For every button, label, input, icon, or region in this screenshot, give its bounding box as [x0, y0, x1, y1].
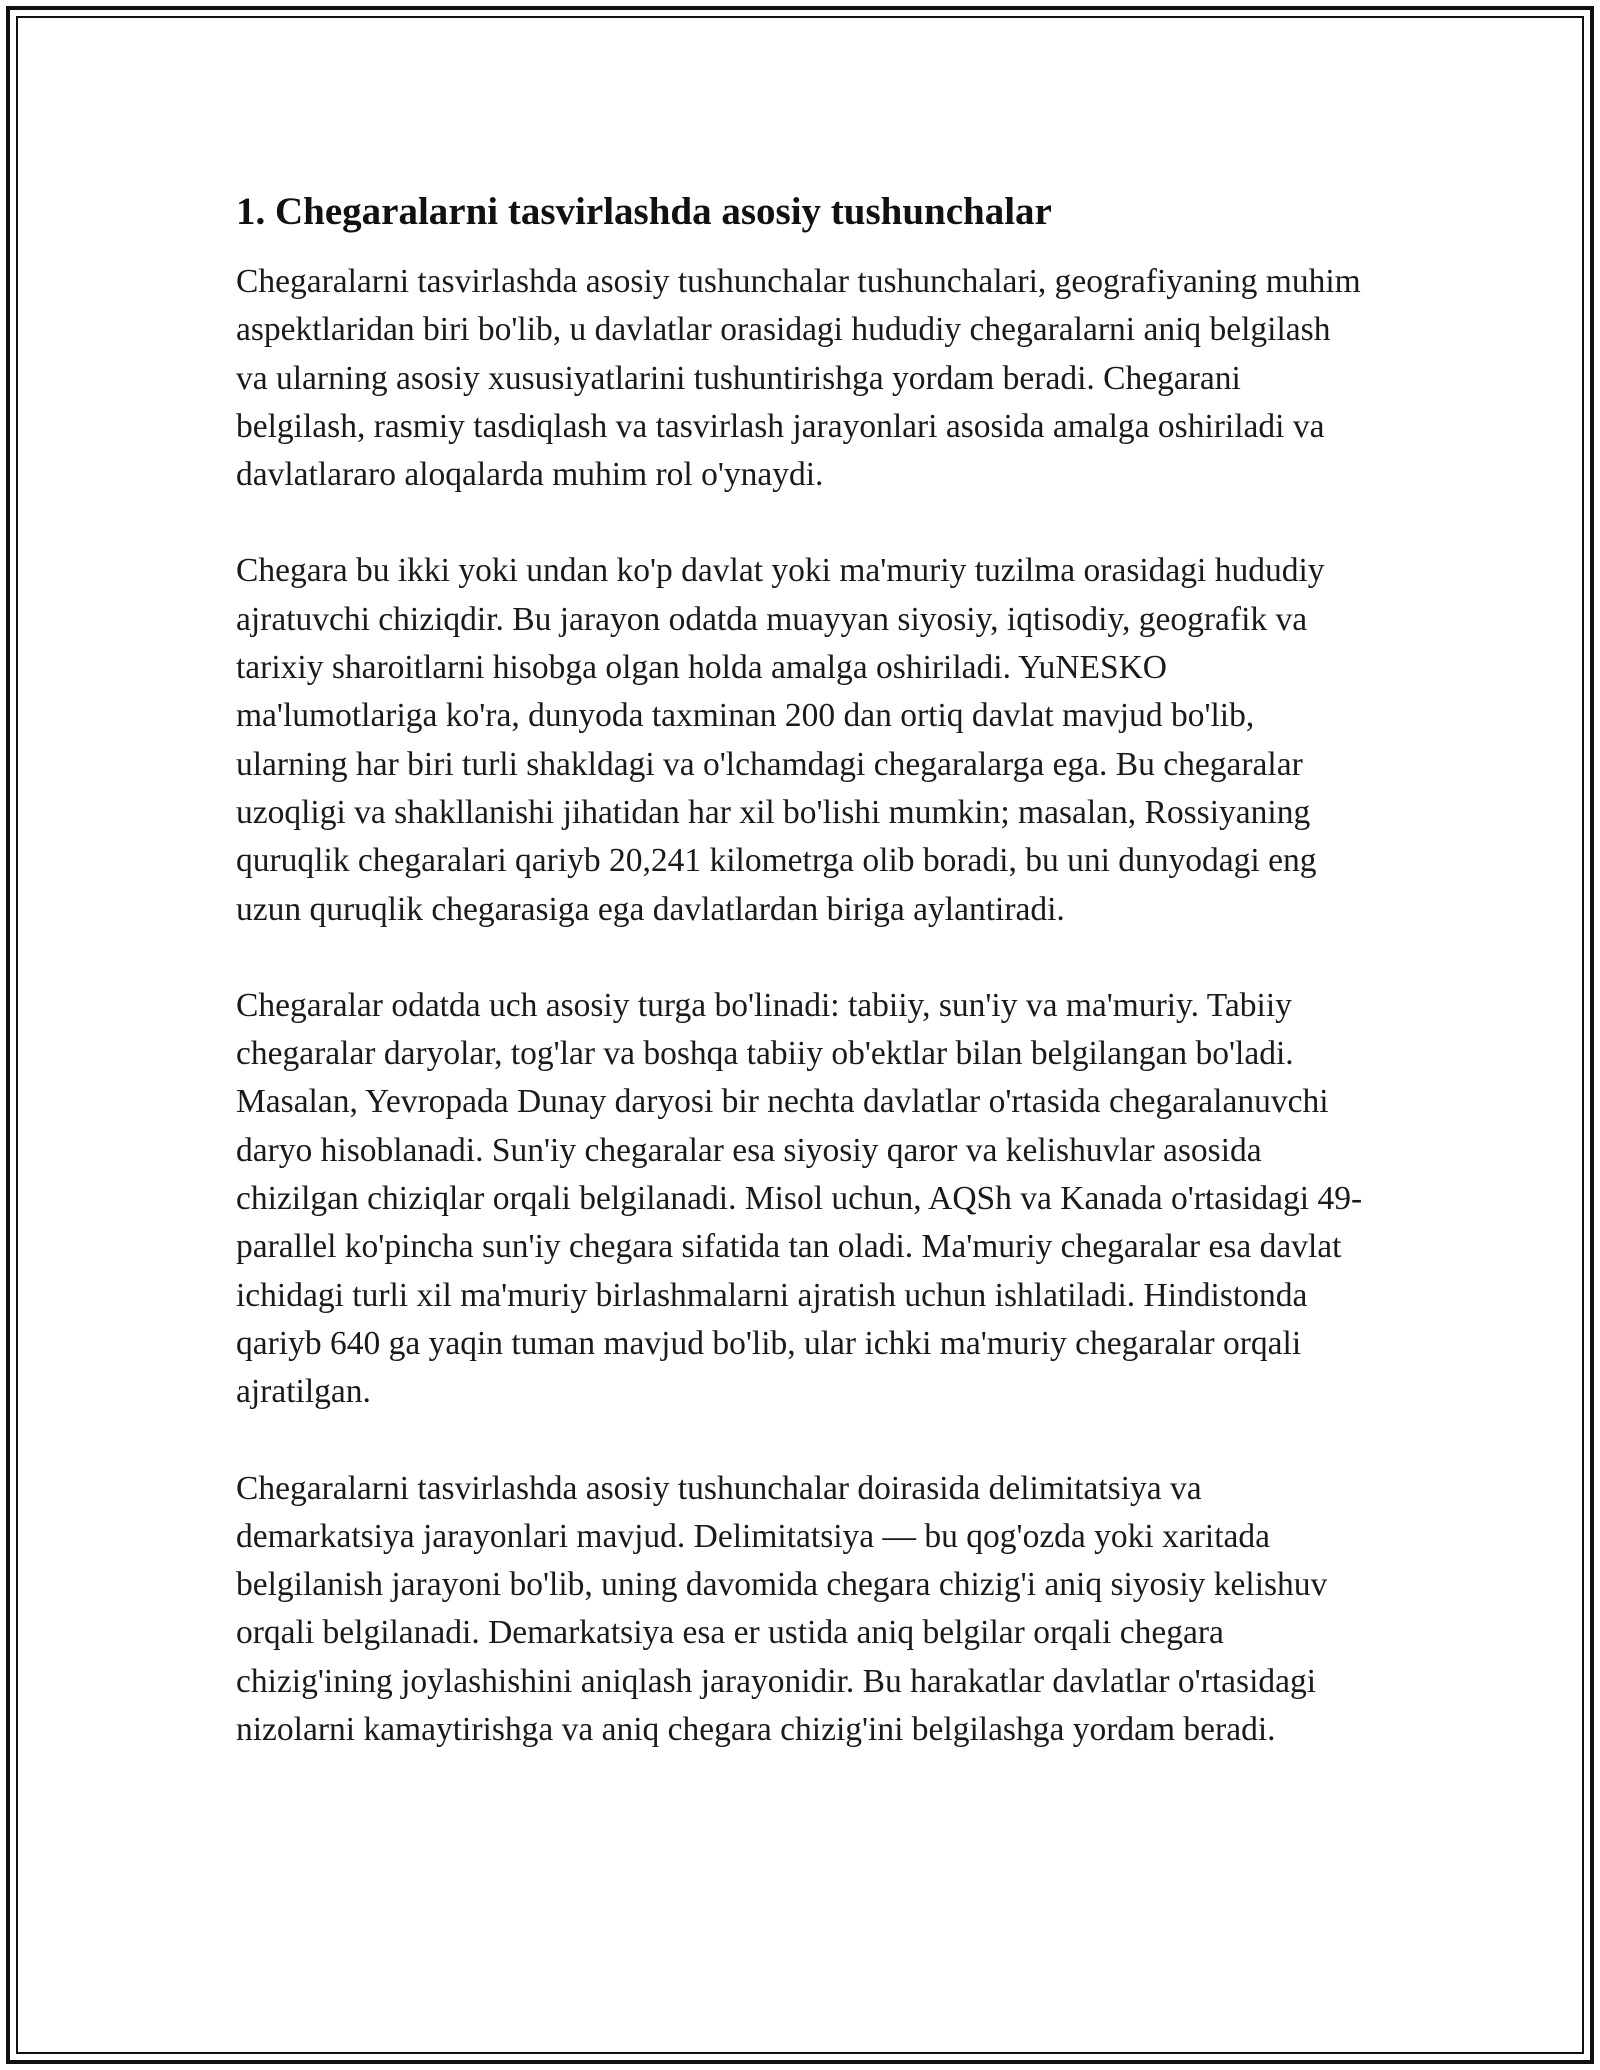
paragraph-border-types: Chegaralar odatda uch asosiy turga bo'linadi: tabiiy, sun'iy va ma'muriy. Tabiiy chegaralar daryolar, tog'lar va boshqa tabiiy ob'ektlar bilan belgilangan bo'ladi. Masalan, Yevropada Dunay daryosi bir nechta davlatlar o'rtasida chegaralanuvchi daryo hisoblanadi. Sun'iy chegaralar esa siyosiy qaror va kelishuvlar asosida chizilgan chiziqlar orqali belgilanadi. Misol uchun, AQSh va Kanada o'rtasidagi 49-parallel ko'pincha sun'iy chegara sifatida tan oladi. Ma'muriy chegaralar esa davlat ichidagi turli xil ma'muriy birlashmalarni ajratish uchun ishlatiladi. Hindistonda qariyb 640 ga yaqin tuman mavjud bo'lib, ular ichki ma'muriy chegaralar orqali ajratilgan.: [236, 986, 1363, 1411]
section-heading: 1. Chegaralarni tasvirlashda asosiy tushunchalar: [236, 190, 1052, 233]
document-body: [236, 188, 1366, 1802]
paragraph-intro: Chegaralarni tasvirlashda asosiy tushunchalar tushunchalari, geografiyaning muhim aspektlaridan biri bo'lib, u davlatlar orasidagi hududiy chegaralarni aniq belgilash va ularning asosiy xususiyatlarini tushuntirishga yordam beradi. Chegarani belgilash, rasmiy tasdiqlash va tasvirlash jarayonlari asosida amalga oshiriladi va davlatlararo aloqalarda muhim rol o'ynaydi.: [236, 263, 1361, 494]
paragraph-border-definition: Chegara bu ikki yoki undan ko'p davlat yoki ma'muriy tuzilma orasidagi hududiy ajratuvchi chiziqdir. Bu jarayon odatda muayyan siyosiy, iqtisodiy, geografik va tarixiy sharoitlarni hisobga olgan holda amalga oshiriladi. YuNESKO ma'lumotlariga ko'ra, dunyoda taxminan 200 dan ortiq davlat mavjud bo'lib, ularning har biri turli shakldagi va o'lchamdagi chegaralarga ega. Bu chegaralar uzoqligi va shakllanishi jihatidan har xil bo'lishi mumkin; masalan, Rossiyaning quruqlik chegaralari qariyb 20,241 kilometrga olib boradi, bu uni dunyodagi eng uzun quruqlik chegarasiga ega davlatlardan biriga aylantiradi.: [236, 552, 1325, 928]
paragraph-delimitation-demarcation: Chegaralarni tasvirlashda asosiy tushunchalar doirasida delimitatsiya va demarkatsiya jarayonlari mavjud. Delimitatsiya — bu qog'ozda yoki xaritada belgilanish jarayoni bo'lib, uning davomida chegara chizig'i aniq siyosiy kelishuv orqali belgilanadi. Demarkatsiya esa er ustida aniq belgilar orqali chegara chizig'ining joylashishini aniqlash jarayonidir. Bu harakatlar davlatlar o'rtasidagi nizolarni kamaytirishga va aniq chegara chizig'ini belgilashga yordam beradi.: [236, 1469, 1328, 1749]
